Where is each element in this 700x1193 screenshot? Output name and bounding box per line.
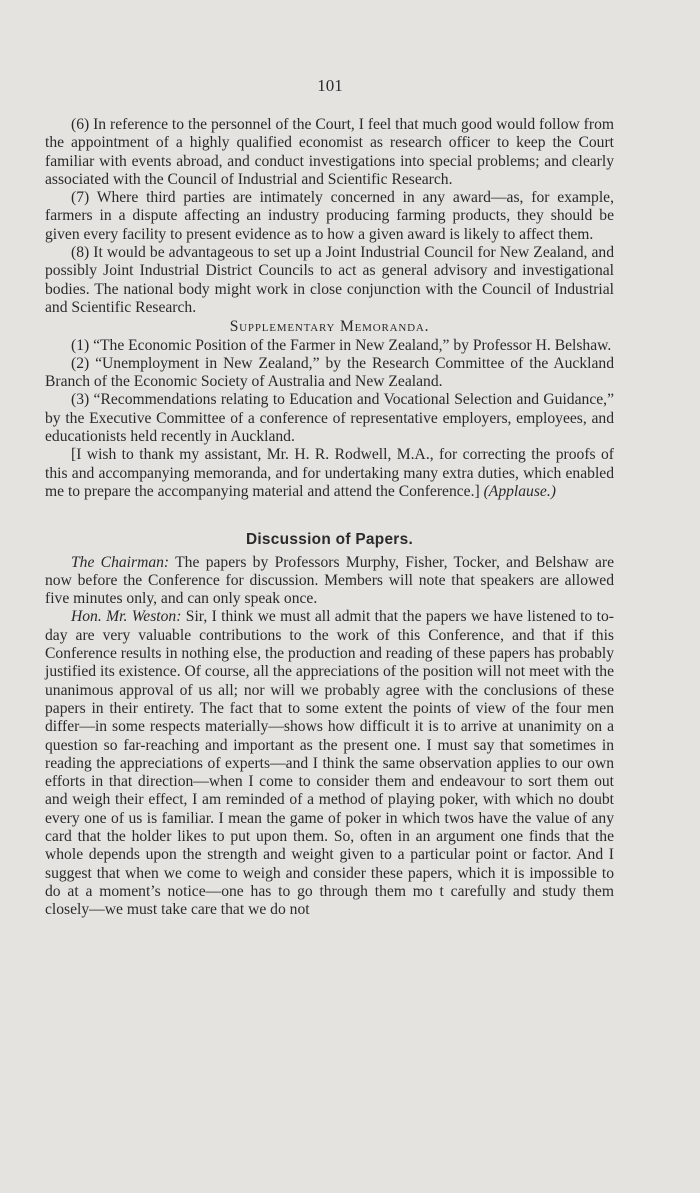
discussion-heading: Discussion of Papers.: [245, 531, 414, 549]
paragraph-8: (8) It would be advantageous to set up a Joint Industrial Council for New Zealand, and possibly Joint Industrial District Councils to act as general advisory and investigational bodies. The national body might work in close conjunction with the Council of Industrial and Scientific Research.: [45, 244, 614, 316]
memorandum-item-3: (3) “Recommendations relating to Education and Vocational Selection and Guidance,” by the Executive Committee of a conference of representative employers, employees, and educationists held recently in Auckland.: [45, 391, 614, 446]
chairman-speaker-label: The Chairman:: [71, 553, 170, 571]
memorandum-item-1: (1) “The Economic Position of the Farmer in New Zealand,” by Professor H. Belshaw.: [71, 336, 612, 354]
body-text: [45, 116, 614, 919]
supplementary-memoranda-heading: Supplementary Memoranda.: [229, 318, 430, 336]
weston-speaker-label: Hon. Mr. Weston:: [71, 608, 182, 626]
chairman-speech: The papers by Professors Murphy, Fisher, Tocker, and Belshaw are now before the Conference for discussion. Members will note that speakers are allowed five minutes only, and can only speak once.: [45, 553, 615, 608]
paragraph-6: (6) In reference to the personnel of the Court, I feel that much good would follow from the appointment of a highly qualified economist as research officer to keep the Court familiar with events abroad, and conduct investigations into special problems; and clearly associated with the Council of Industrial and Scientific Research.: [45, 116, 614, 188]
chairman-paragraph: [45, 554, 614, 609]
weston-speech: Sir, I think we must all admit that the papers we have listened to to-day are very valuable contributions to the work of this Conference, and that if this Conference results in nothing else, the production and reading of these papers has probably justified its existence. Of course, all the appreciations of the position will not meet with the unanimous approval of us all; nor will we probably agree with the conclusions of these papers in their entirety. The fact that to some extent the points of view of the four men differ—in some respects materially—shows how difficult it is to arrive at unanimity on a question so far-reaching and important as the present one. I must say that sometimes in reading the appreciations of experts—and I think the same observation applies to our own efforts in that direction—when I come to consider them and endeavour to sort them out and weigh their effect, I am reminded of a method of playing poker, with which no doubt every one of us is familiar. I mean the game of poker in which twos have the value of any card that the holder likes to put upon them. So, often in an argument one finds that the whole depends upon the strength and weight given to a particular point or factor. And I suggest that when we come to weigh and consider these papers, which it is impossible to do at a moment’s notice—one has to go through them mo t carefully and study them closely—we must take care that we do not: [45, 608, 615, 919]
paragraph-7: (7) Where third parties are intimately concerned in any award—as, for example, farmers in a dispute affecting an industry producing farming products, they should be given every facility to present evidence as to how a given award is likely to affect them.: [45, 189, 614, 243]
acknowledgement-text: [I wish to thank my assistant, Mr. H. R. Rodwell, M.A., for correcting the proofs of this and accompanying memoranda, and for undertaking many extra duties, which enabled me to prepare the accompanying material and attend the Conference.]: [45, 446, 614, 500]
weston-paragraph: [45, 608, 614, 919]
page-number: 101: [317, 76, 343, 95]
memorandum-item-2: (2) “Unemployment in New Zealand,” by the Research Committee of the Auckland Branch of the Economic Society of Australia and New Zealand.: [45, 354, 614, 391]
acknowledgement-paragraph: [45, 446, 614, 501]
applause-note: (Applause.): [483, 482, 556, 500]
